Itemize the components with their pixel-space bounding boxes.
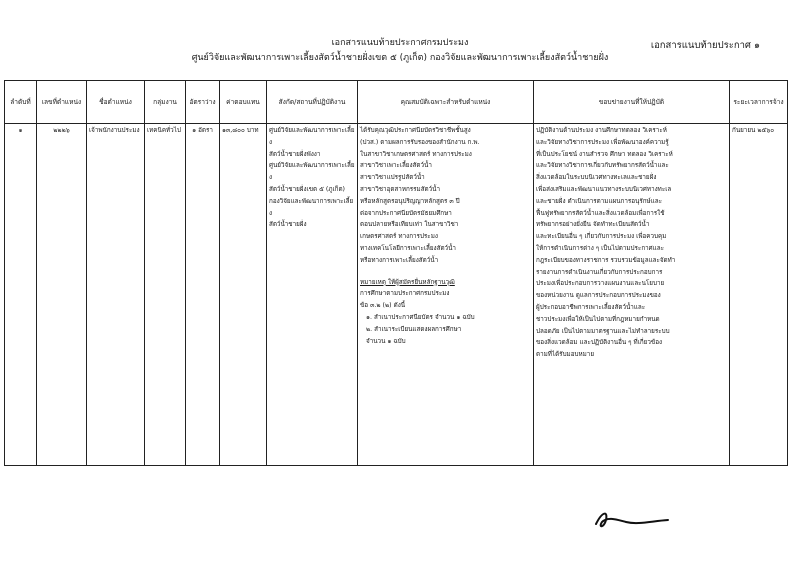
note-item: ๑. สำเนาประกาศนียบัตร จำนวน ๑ ฉบับ <box>366 313 475 321</box>
cell-unit <box>267 124 358 466</box>
qualification-line: ตอนปลายหรือเทียบเท่า ในสาขาวิชา <box>360 221 459 229</box>
cell-vacancy: ๑ อัตรา <box>186 124 220 466</box>
qualification-line: ในสาขาวิชาเกษตรศาสตร์ ทางการประมง <box>360 150 472 158</box>
note-label: หมายเหตุ <box>360 278 386 286</box>
note-line: การศึกษาตามประกาศกรมประมง <box>360 290 450 298</box>
qualification-line: สาขาวิชาเพาะเลี้ยงสัตว์น้ำ <box>360 162 432 170</box>
cell-position-name: เจ้าพนักงานประมง <box>87 124 145 466</box>
header-title: เอกสารแนบท้ายประกาศกรมประมง <box>331 38 469 48</box>
scope-line: กฎระเบียบของทางราชการ รวบรวมข้อมูลและจัดทำ <box>536 256 676 264</box>
attachment-label: เอกสารแนบท้ายประกาศ ๑ <box>650 40 760 51</box>
col-header: ลำดับที่ <box>5 81 37 124</box>
qualification-line: สาขาวิชาอุตสาหกรรมสัตว์น้ำ <box>360 185 441 193</box>
note-line: ให้ผู้สมัครยื่นหลักฐานวุฒิ <box>387 278 455 286</box>
col-header: คุณสมบัติเฉพาะสำหรับตำแหน่ง <box>358 81 534 124</box>
cell-salary: ๑๓,๘๐๐ บาท <box>220 124 267 466</box>
scope-line: ปฏิบัติงานด้านประมง งานศึกษาทดลอง วิเคราะห์ <box>536 127 667 134</box>
signature-mark <box>592 506 672 532</box>
unit-line: กองวิจัยและพัฒนาการเพาะเลี้ยง <box>269 197 354 217</box>
col-header: สังกัด/สถานที่ปฏิบัติงาน <box>267 81 358 124</box>
unit-line: สัตว์น้ำชายฝั่งเขต ๕ (ภูเก็ต) <box>269 185 346 193</box>
scope-line: ของหน่วยงาน ดูแลการประกอบการประมงของ <box>536 292 661 300</box>
scope-line: ของสิ่งแวดล้อม และปฏิบัติงานอื่น ๆ ที่เกี่ยวข้อง <box>536 339 663 347</box>
unit-line: ศูนย์วิจัยและพัฒนาการเพาะเลี้ยง <box>269 127 355 146</box>
note-title <box>360 277 531 289</box>
note-line: ข้อ ๓.๒ (๒) ดังนี้ <box>360 302 406 310</box>
cell-position-no: ๒๒๒๖ <box>37 124 87 466</box>
scope-line: เพื่อส่งเสริมและพัฒนาแนวทางระบบนิเวศทางทะเล <box>536 185 672 193</box>
qualification-line: (ปวส.) ตามผลการรับรองของสำนักงาน ก.พ. <box>360 138 480 146</box>
col-header: ระยะเวลาการจ้าง <box>730 81 788 124</box>
qualification-line: ได้รับคุณวุฒิประกาศนียบัตรวิชาชีพชั้นสูง <box>360 127 471 134</box>
note-item: ๒. สำเนาระเบียนแสดงผลการศึกษา <box>366 325 462 333</box>
scope-line: และชายฝั่ง ดำเนินการตามแผนการอนุรักษ์และ <box>536 197 662 205</box>
scope-line: และทะเบียนอื่น ๆ เกี่ยวกับการประมง เพื่อควบคุม <box>536 233 667 241</box>
qualification-line: ต่อจากประกาศนียบัตรมัธยมศึกษา <box>360 209 452 217</box>
col-header: อัตราว่าง <box>186 81 220 124</box>
scope-line: และวิจัยทางวิชาการเกี่ยวกับทรัพยากรสัตว์น้ำและ <box>536 162 669 170</box>
scope-line: ผู้ประกอบอาชีพการเพาะเลี้ยงสัตว์น้ำและ <box>536 303 646 311</box>
scope-line: ตามที่ได้รับมอบหมาย <box>536 351 595 359</box>
scope-line: ให้การดำเนินการต่าง ๆ เป็นไปตามประกาศและ <box>536 244 664 252</box>
scope-line: ปลอดภัย เป็นไปตามมาตรฐานและไม่ทำลายระบบ <box>536 327 670 335</box>
unit-line: ศูนย์วิจัยและพัฒนาการเพาะเลี้ยง <box>269 162 355 182</box>
scope-line: ที่เป็นประโยชน์ งานสำรวจ ศึกษา ทดลอง วิเคราะห์ <box>536 150 673 158</box>
col-header: กลุ่มงาน <box>145 81 186 124</box>
scope-line: และวิจัยทางวิชาการประมง เพื่อพัฒนาองค์ความรู้ <box>536 138 669 146</box>
cell-no: ๑ <box>5 124 37 466</box>
qualification-line: เกษตรศาสตร์ ทางการประมง <box>360 233 438 241</box>
col-header: เลขที่ตำแหน่ง <box>37 81 87 124</box>
cell-job-group: เทคนิคทั่วไป <box>145 124 186 466</box>
table-header-row <box>5 81 788 124</box>
scope-line: สิ่งแวดล้อมในระบบนิเวศทางทะเลและชายฝั่ง <box>536 174 657 182</box>
document-header <box>160 36 640 66</box>
header-subtitle: ศูนย์วิจัยและพัฒนาการเพาะเลี้ยงสัตว์น้ำชายฝั่งเขต ๕ (ภูเก็ต) กองวิจัยและพัฒนาการเพาะเลี้ยงสัตว์น้ำชายฝั่ง <box>191 53 609 63</box>
cell-scope <box>534 124 730 466</box>
scope-line: ประมงเพื่อประกอบการวางแผนงานและนโยบาย <box>536 280 665 288</box>
scope-line: รายงานการดำเนินงานเกี่ยวกับการประกอบการ <box>536 268 663 276</box>
col-header: ขอบข่ายงานที่ให้ปฏิบัติ <box>534 81 730 124</box>
scope-line: ฟื้นฟูทรัพยากรสัตว์น้ำและสิ่งแวดล้อมเพื่อการใช้ <box>536 209 665 217</box>
qualification-line: หรือทางการเพาะเลี้ยงสัตว์น้ำ <box>360 256 439 264</box>
position-table <box>4 80 788 466</box>
qualification-line: หรือหลักสูตรอนุปริญญาหลักสูตร ๓ ปี <box>360 197 460 205</box>
col-header: ค่าตอบแทน <box>220 81 267 124</box>
cell-period: กันยายน ๒๕๖๐ <box>730 124 788 466</box>
qualification-line: ทางเทคโนโลยีการเพาะเลี้ยงสัตว์น้ำ <box>360 244 456 252</box>
qualification-line: สาขาวิชาแปรรูปสัตว์น้ำ <box>360 174 425 182</box>
unit-line: สัตว์น้ำชายฝั่ง <box>269 221 307 229</box>
col-header: ชื่อตำแหน่ง <box>87 81 145 124</box>
table-row <box>5 124 788 466</box>
cell-qualification <box>358 124 534 466</box>
scope-line: ชาวประมงเพื่อให้เป็นไปตามที่กฎหมายกำหนด <box>536 315 660 323</box>
note-item: จำนวน ๑ ฉบับ <box>366 337 406 345</box>
scope-line: ทรัพยากรอย่างยั่งยืน จัดทำทะเบียนสัตว์น้ำ <box>536 221 650 229</box>
unit-line: สัตว์น้ำชายฝั่งพังงา <box>269 150 321 158</box>
